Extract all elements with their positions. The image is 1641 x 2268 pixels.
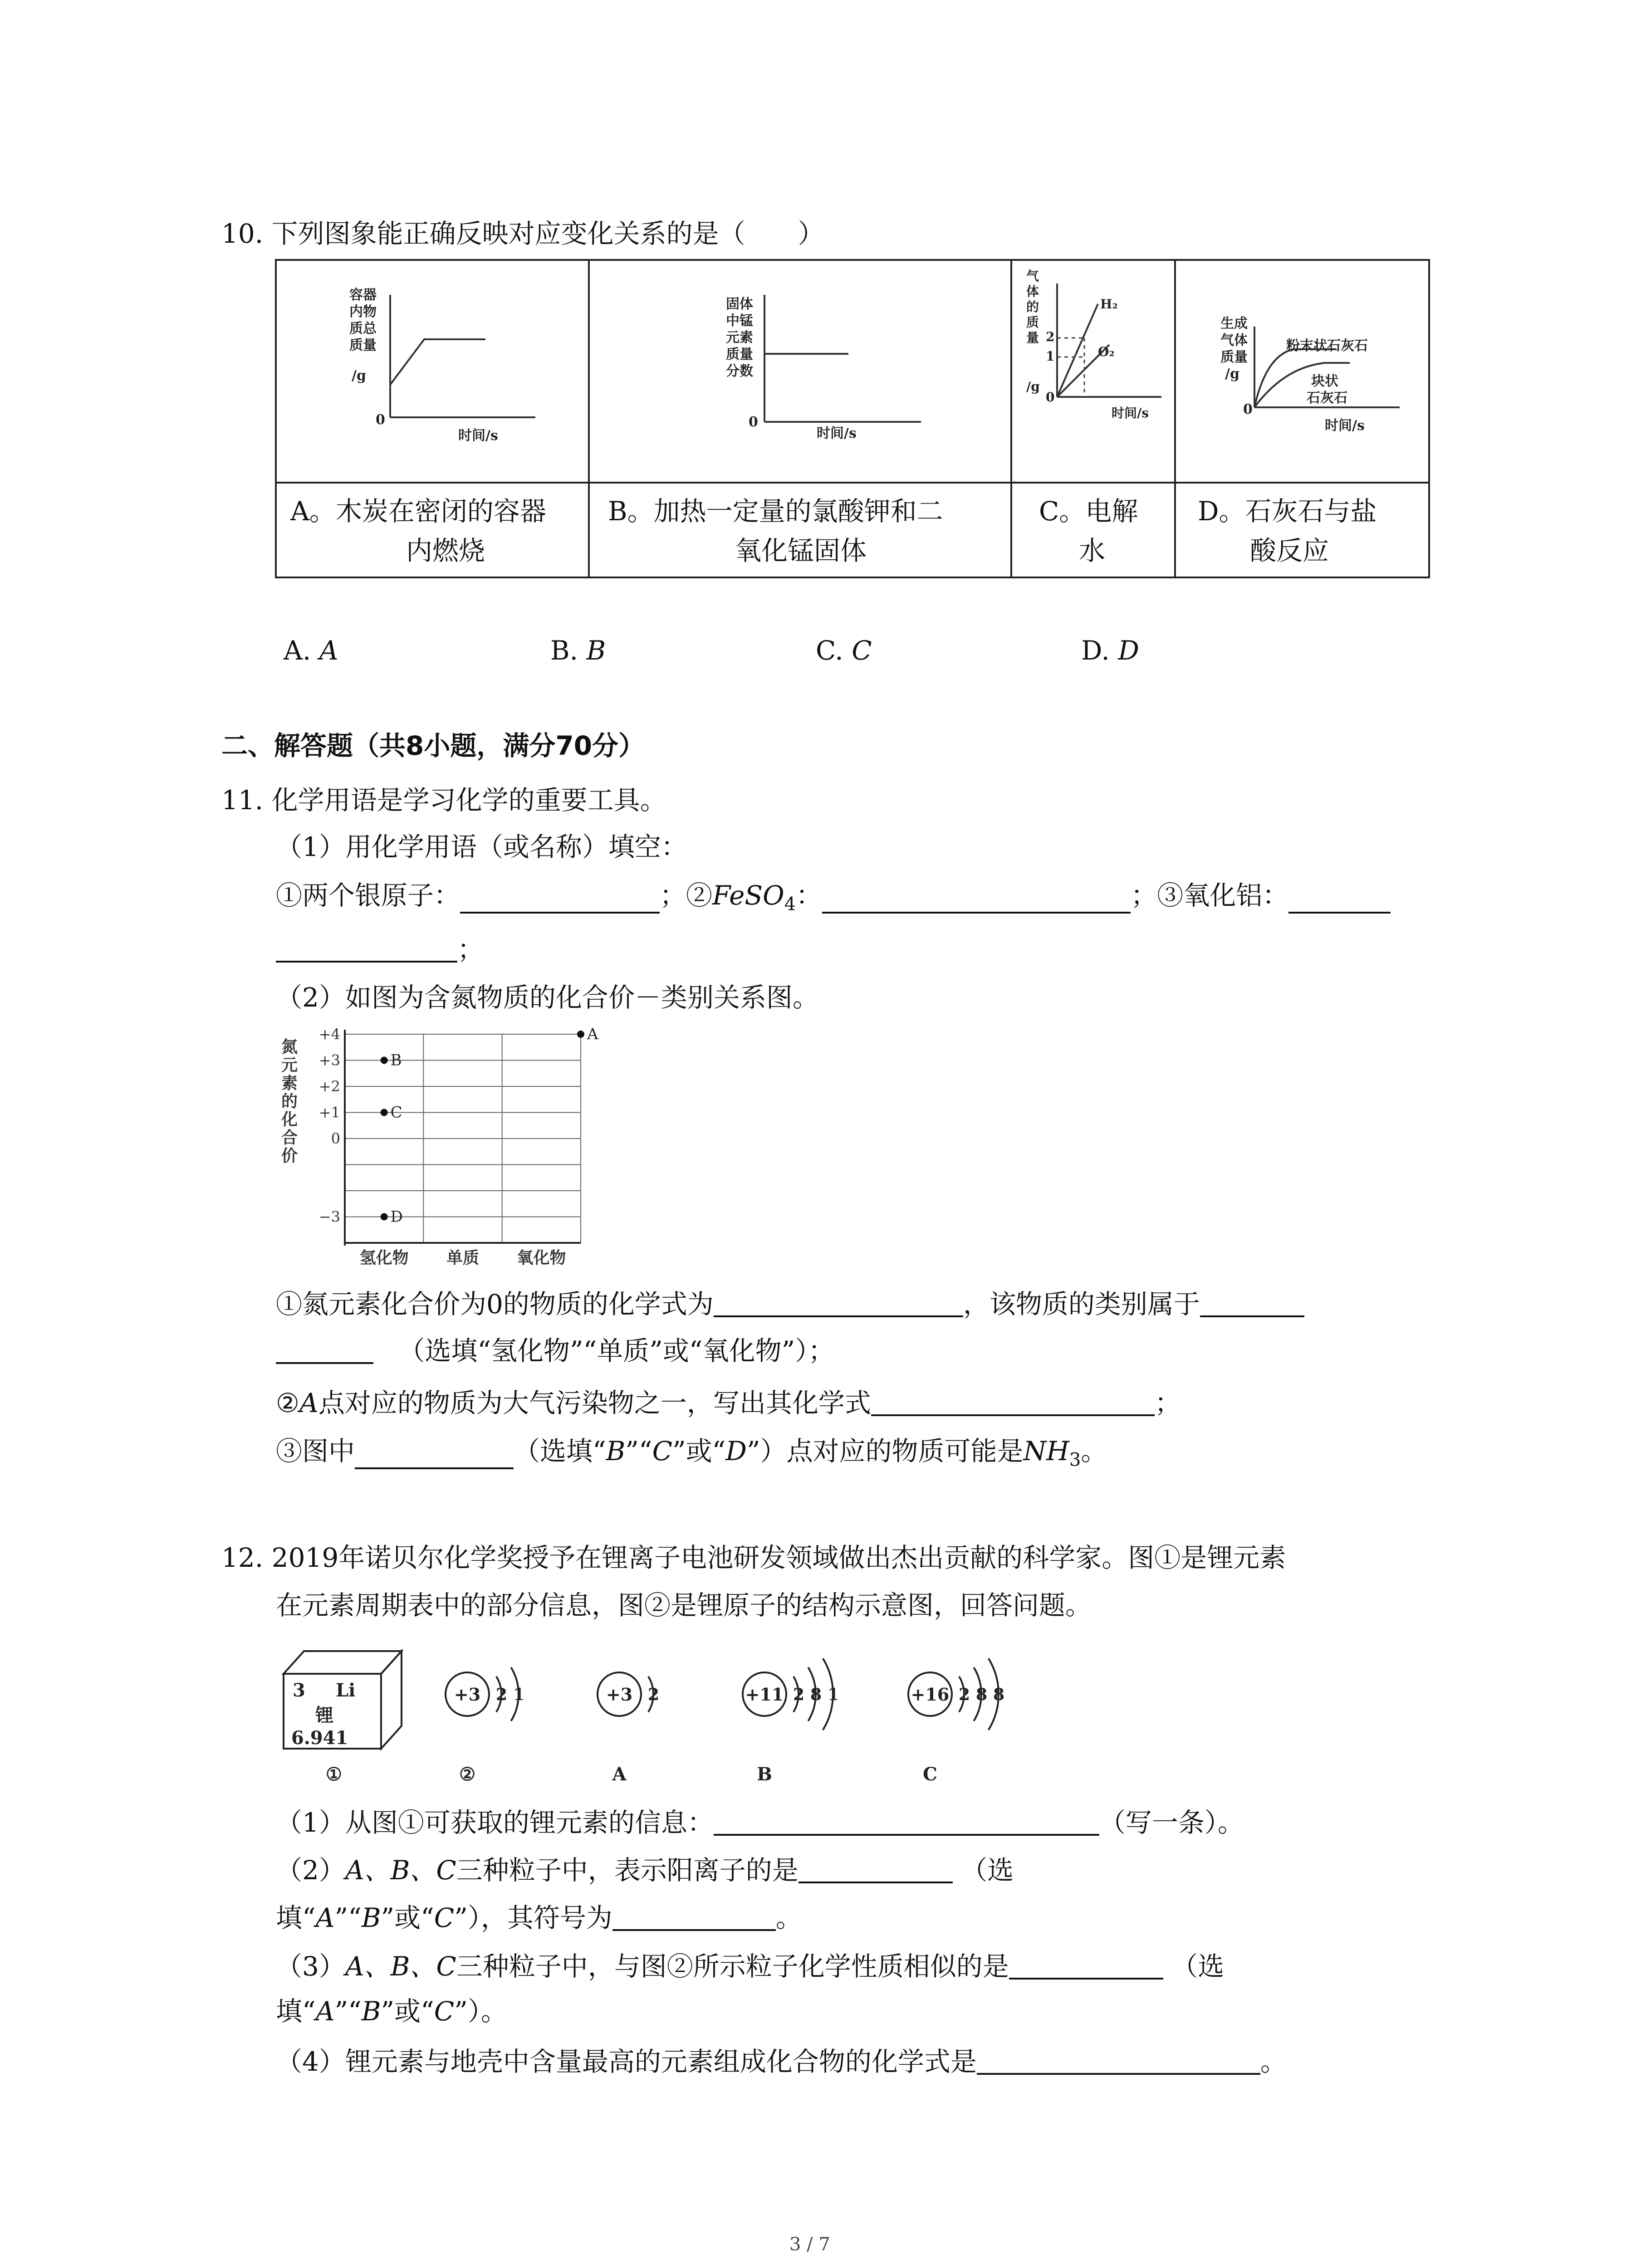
q12-p3-choose: （选 [1171,1951,1225,1982]
graph-b [764,295,921,422]
cell-atomic-mass: 6.941 [291,1727,348,1749]
graph-c-h2-label: H₂ [1100,297,1118,312]
point-label-a: A [587,1025,598,1043]
q12-p2-q1: ”“ [334,1902,362,1933]
graph-c-ylabel-3: 的 [1026,299,1039,314]
shell-electrons: 1 [513,1685,525,1704]
graph-c-ylabel-5: 量 [1026,330,1039,345]
ytick-label: +1 [318,1104,340,1121]
point-c [381,1109,388,1116]
chart-points [381,1025,598,1226]
cell-text [291,1680,355,1785]
point-b [381,1057,388,1064]
q11-s2-num: ② [276,1388,299,1418]
q12-part-1 [276,1808,1244,1836]
chart-grid [345,1030,581,1246]
q11-sub-3 [276,1438,1107,1469]
graph-d-origin: 0 [1243,401,1253,417]
q12-p3-b: B [361,1996,381,2027]
ylabel-char: 化 [281,1110,298,1129]
q11-stem: 11. 化学用语是学习化学的重要工具。 [221,785,666,816]
graph-c-ylabel-4: 质 [1026,315,1039,330]
option-c[interactable] [816,637,872,664]
q11-s3-open: （选填“ [514,1436,606,1466]
blank-silver-atoms[interactable] [460,885,660,914]
q12-part-3-line-2 [276,1996,507,2027]
ylabel-char: 元 [281,1056,298,1075]
q11-line-1 [276,882,1391,914]
shell-electrons: 8 [976,1685,988,1704]
graph-a-ylabel-5: /g [352,368,366,384]
blank-similar-particle[interactable] [1009,1951,1163,1980]
graph-b-origin: 0 [749,414,758,430]
q11-s2-text: 点对应的物质为大气污染物之一，写出其化学式 [318,1388,871,1418]
q11-sub-1-line-2 [276,1336,834,1364]
valence-category-chart [272,1021,612,1275]
nucleus-charge: +11 [745,1684,784,1705]
q11-s3-d: D [725,1436,747,1466]
point-label-d: D [390,1207,403,1226]
q11-s1-text-3: （选填“氢化物”“单质”或“氧化物”）； [398,1335,835,1366]
graph-a-xlabel: 时间/s [458,428,498,444]
q12-p3-abc: A、B、C [345,1951,456,1982]
option-a-key: A. [284,635,311,666]
q12-p2-or: ”或“ [381,1902,434,1933]
caption-d-line-2: 酸反应 [1250,535,1329,566]
q12-part-4 [276,2047,1287,2075]
graph-a-ylabel-1: 容器 [349,287,377,303]
atom-diagram [743,1658,839,1785]
graph-d-xlabel: 时间/s [1325,418,1365,434]
q11-l1-formula: FeSO [712,880,784,911]
blank-nh3-point[interactable] [355,1441,514,1469]
atom-diagram [598,1672,659,1785]
q11-s3-text: ③图中 [276,1436,355,1466]
q12-p3-q1: ”“ [334,1996,362,2027]
q11-s3-sub: 3 [1069,1449,1081,1471]
q11-sub-1-line-1 [276,1289,1304,1320]
q12-p2-choose: （选 [961,1855,1014,1886]
cell-caption: ① [326,1764,342,1785]
graph-d-labels [1220,316,1368,434]
nucleus-charge: +3 [454,1684,481,1705]
shell-electrons: 8 [810,1685,822,1704]
option-b[interactable] [550,637,606,664]
atom-caption: ② [459,1764,475,1785]
graph-a-ylabel-2: 内物 [349,304,377,320]
atom-diagram [908,1658,1004,1785]
ytick-label: 0 [331,1130,340,1147]
shell-electrons: 1 [828,1685,839,1704]
q12-p2-fill: 填“ [276,1902,316,1933]
graph-c-ylabel-6: /g [1026,379,1040,394]
chart-ylabel [281,1037,298,1165]
q11-s2-point: A [299,1388,318,1418]
chart-categories [360,1248,566,1267]
q12-part-3-line-1 [276,1951,1224,1980]
page-number: 3 / 7 [789,2234,830,2255]
table-grid [276,260,1429,577]
q11-part-2: （2）如图为含氮物质的化合价－类别关系图。 [276,982,819,1013]
graph-d-ylabel-3: 质量 [1220,349,1248,365]
option-b-key: B. [550,635,578,666]
q12-p2-num: （2） [276,1855,345,1886]
point-label-c: C [390,1103,402,1122]
graph-a-origin: 0 [376,412,385,428]
q12-p3-fill: 填“ [276,1996,316,2027]
nucleus-charge: +16 [911,1684,950,1705]
q12-p1-text: （1）从图①可获取的锂元素的信息： [276,1807,714,1838]
graph-c-xlabel: 时间/s [1112,406,1149,420]
graph-d-powder-label: 粉末状石灰石 [1286,338,1368,354]
blank-a-formula[interactable] [871,1388,1155,1416]
graph-c-ylabel-1: 气 [1026,269,1039,284]
graph-c-origin: 0 [1046,390,1055,405]
graph-a-ylabel-3: 质总 [349,321,377,337]
graph-d-ylabel-1: 生成 [1220,316,1248,332]
q12-part-2-line-2 [276,1903,802,1931]
q12-p2-c: C [434,1902,455,1933]
q12-p3-a: A [315,1996,335,2027]
q12-stem-line-2: 在元素周期表中的部分信息，图②是锂原子的结构示意图，回答问题。 [276,1590,1092,1621]
q11-line-2 [276,934,484,963]
chart-yticks [319,1026,340,1226]
q12-p2-b: B [361,1902,381,1933]
lithium-diagrams [272,1642,1043,1792]
blank-feso4-name[interactable] [822,885,1131,914]
q11-s3-end: 。 [1081,1436,1107,1466]
q11-s3-text-2: ”）点对应的物质可能是 [746,1436,1024,1466]
atom-caption: C [923,1764,937,1785]
q12-p3-c: C [434,1996,455,2027]
graph-c-tick-1: 1 [1046,349,1055,364]
graph-a [390,295,535,417]
q11-s3-nh: NH [1023,1436,1069,1466]
graph-b-ylabel-3: 元素 [726,330,753,346]
caption-b-line-2: 氧化锰固体 [735,535,867,566]
point-a [577,1031,584,1038]
ytick-label: +4 [318,1026,340,1043]
option-a-value: A [319,635,338,666]
q11-part-1: （1）用化学用语（或名称）填空： [276,831,687,862]
option-a[interactable] [284,637,338,664]
shell-electrons: 2 [793,1685,805,1704]
q11-s1-text: ①氮元素化合价为0的物质的化学式为 [276,1289,714,1320]
graph-a-labels [349,287,498,444]
atom-caption: B [757,1764,772,1785]
graph-a-ylabel-4: 质量 [349,337,377,353]
cell-name: 锂 [315,1705,333,1726]
q10-stem: 10. 下列图象能正确反映对应变化关系的是（ ） [221,218,824,249]
blank-cation-symbol[interactable] [612,1903,776,1931]
ytick-label: +3 [318,1051,340,1069]
graph-b-ylabel-2: 中锰 [726,313,753,329]
graph-b-ylabel-5: 分数 [726,363,753,379]
graph-c-ylabel-2: 体 [1026,284,1039,299]
q12-p3-num: （3） [276,1951,345,1982]
q11-l1-alox: ；③氧化铝： [1131,880,1289,911]
option-c-value: C [852,635,872,666]
q11-l1-sub: 4 [784,894,796,915]
blank-li-info[interactable] [714,1808,1099,1836]
nucleus-charge: +3 [606,1684,633,1705]
caption-a-line-2: 内燃烧 [406,535,485,566]
graph-d-lump-label-2: 石灰石 [1307,390,1347,406]
blank-n-category-cont[interactable] [276,1336,373,1364]
q11-s3-q1: ”“ [625,1436,652,1466]
graph-c-tick-2: 2 [1046,329,1055,344]
caption-c-line-1: C。电解 [1039,496,1138,527]
cell-symbol: Li [336,1680,356,1701]
blank-aluminum-oxide-cont[interactable] [276,934,457,963]
graph-c-o2-label: O₂ [1098,344,1115,359]
blank-li-oxide-formula[interactable] [977,2047,1260,2075]
q12-p4-text: （4）锂元素与地壳中含量最高的元素组成化合物的化学式是 [276,2046,977,2077]
q12-p3-or: ”或“ [381,1996,434,2027]
cell-atomic-number: 3 [293,1680,305,1701]
graph-b-ylabel-4: 质量 [726,347,753,362]
q12-p2-text: 三种粒子中，表示阳离子的是 [456,1855,798,1886]
q11-l1-label: ①两个银原子： [276,880,460,911]
point-d [381,1213,388,1221]
q12-p2-abc: A、B、C [345,1855,456,1886]
graph-b-ylabel-1: 固体 [726,296,753,312]
atom-diagram [446,1667,524,1785]
caption-a-line-1: A。木炭在密闭的容器 [290,496,546,527]
atom-diagrams [446,1658,1004,1785]
q12-p3-text: 三种粒子中，与图②所示粒子化学性质相似的是 [456,1951,1009,1982]
q12-p2-end: 。 [775,1902,802,1933]
caption-c-line-2: 水 [1079,535,1106,566]
q11-s3-c: C [652,1436,672,1466]
option-d-value: D [1118,635,1139,666]
caption-b-line-1: B。加热一定量的氯酸钾和二 [608,496,943,527]
ytick-label: −3 [318,1208,340,1226]
q11-s3-or: ”或“ [672,1436,726,1466]
shell-electrons: 2 [959,1685,970,1704]
q12-part-2-line-1 [276,1855,1014,1886]
q11-l1-colon: ： [796,880,823,911]
caption-d-line-1: D。石灰石与盐 [1198,496,1377,527]
option-d-key: D. [1081,635,1110,666]
q11-s1-text-2: ，该物质的类别属于 [963,1289,1200,1320]
q11-s3-b: B [606,1436,626,1466]
atom-caption: A [612,1764,627,1785]
graph-b-xlabel: 时间/s [817,425,857,441]
ylabel-char: 氮 [281,1037,298,1056]
blank-n-formula[interactable] [714,1289,963,1317]
graph-b-labels [726,296,857,441]
section-title: 二、解答题（共8小题，满分70分） [221,730,645,761]
q12-p2-symbol-text: ”），其符号为 [454,1902,612,1933]
q11-sub-2 [276,1388,1181,1416]
shell-electrons: 2 [648,1685,660,1704]
ylabel-char: 素 [281,1074,298,1093]
q12-p4-end: 。 [1260,2046,1287,2077]
ytick-label: +2 [318,1078,340,1095]
q12-stem-line-1: 12. 2019年诺贝尔化学奖授予在锂离子电池研发领域做出杰出贡献的科学家。图①是锂元素 [221,1542,1286,1573]
q12-p2-a: A [315,1902,335,1933]
blank-cation[interactable] [798,1855,953,1883]
q12-p3-end: ”）。 [454,1996,507,2027]
category-label: 氧化物 [517,1248,566,1267]
option-c-key: C. [816,635,843,666]
graph-d-lump-label-1: 块状 [1311,373,1338,389]
q11-s2-end: ； [1154,1388,1181,1418]
blank-aluminum-oxide[interactable] [1288,885,1391,914]
ylabel-char: 价 [281,1146,298,1165]
shell-electrons: 8 [993,1685,1005,1704]
shell-electrons: 2 [496,1685,508,1704]
option-d[interactable] [1081,637,1139,664]
point-label-b: B [390,1051,402,1070]
graph-d-ylabel-2: 气体 [1220,332,1248,348]
ylabel-char: 合 [281,1128,298,1147]
category-label: 氢化物 [359,1248,409,1267]
blank-n-category[interactable] [1200,1289,1304,1317]
q12-p1-end: （写一条）。 [1099,1807,1244,1838]
graph-d-ylabel-4: /g [1225,366,1239,382]
option-b-value: B [586,635,606,666]
q11-l2-end: ； [457,934,484,965]
ylabel-char: 的 [281,1092,298,1111]
q11-l1-sep: ；② [660,880,713,911]
category-label: 单质 [446,1248,480,1267]
